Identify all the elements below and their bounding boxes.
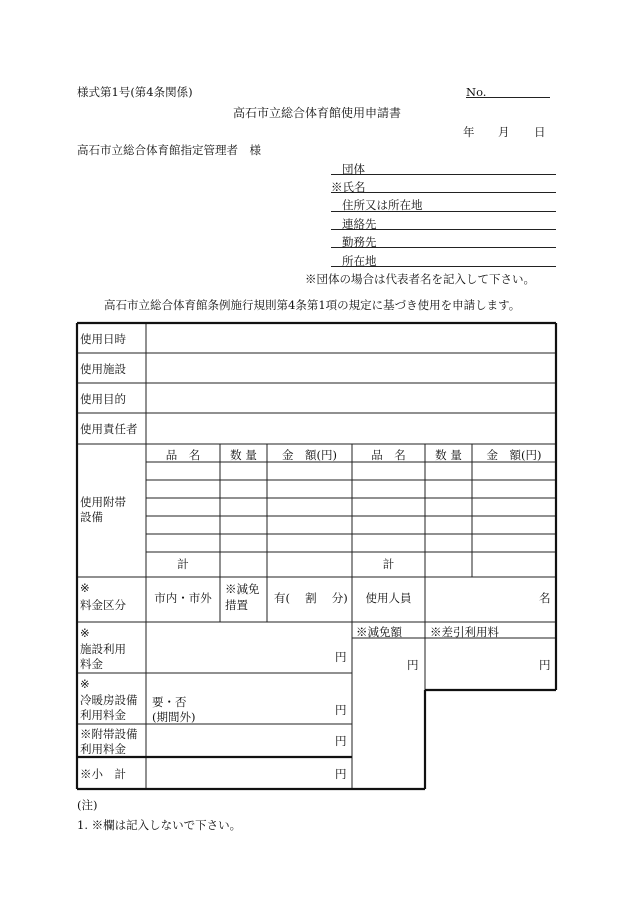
subtotal-label: ※小 計 — [80, 767, 126, 781]
usage-date-field[interactable] — [148, 325, 554, 352]
equipment-item-header-left: 品 名 — [165, 448, 201, 462]
equipment-label: 使用附帯 — [80, 495, 126, 509]
ac-fee-mark: ※ — [80, 677, 90, 691]
ac-fee-label-line2: 利用料金 — [80, 708, 126, 722]
net-fee-label: ※差引利用料 — [430, 625, 499, 639]
ac-fee-label: 冷暖房設備 — [80, 693, 138, 707]
note-item: 1. ※欄は記入しないで下さい。 — [77, 818, 242, 832]
usage-manager-field[interactable] — [148, 415, 554, 443]
serial-number-label: No. — [466, 85, 487, 99]
facility-fee-unit: 円 — [335, 650, 347, 664]
document-title: 高石市立総合体育館使用申請書 — [233, 106, 402, 120]
applicant-note: ※団体の場合は代表者名を記入して下さい。 — [305, 272, 535, 286]
applicant-address-label: 住所又は所在地 — [342, 198, 423, 212]
date-year: 年 — [463, 125, 475, 139]
notes-heading: (注) — [77, 798, 98, 812]
reduction-mark: ※減免 — [225, 582, 260, 596]
fee-class-label: 料金区分 — [80, 598, 126, 612]
applicant-workplace-label: 勤務先 — [342, 235, 377, 249]
equipment-fee-unit: 円 — [335, 734, 347, 748]
equipment-amount-header-left: 金 額(円) — [282, 448, 337, 462]
workplace-location-label: 所在地 — [342, 254, 377, 268]
date-month: 月 — [498, 125, 510, 139]
users-count-unit: 名 — [539, 591, 551, 605]
reduction-value[interactable]: 有( 割 分) — [274, 591, 348, 605]
facility-fee-label: 施設利用 — [80, 642, 126, 656]
equipment-amount-header-right: 金 額(円) — [486, 448, 542, 462]
application-statement: 高石市立総合体育館条例施行規則第4条第1項の規定に基づき使用を申請します。 — [104, 298, 521, 312]
facility-fee-mark: ※ — [80, 626, 90, 640]
equipment-label-line2: 設備 — [80, 510, 103, 524]
ac-required-option[interactable]: 要・否 — [152, 695, 187, 709]
equipment-qty-header-right: 数 量 — [435, 448, 462, 462]
applicant-contact-label: 連絡先 — [342, 217, 377, 231]
equipment-total-left: 計 — [177, 557, 189, 571]
ac-period-note: (期間外) — [152, 710, 196, 724]
reduced-amount-label: ※減免額 — [356, 625, 402, 639]
equipment-total-right: 計 — [382, 557, 395, 571]
equipment-fee-label-line2: 利用料金 — [80, 742, 126, 756]
reduction-label: 措置 — [225, 598, 248, 612]
form-number: 様式第1号(第4条関係) — [77, 85, 193, 99]
applicant-group-label: 団体 — [342, 162, 365, 176]
equipment-qty-header-left: 数 量 — [230, 448, 257, 462]
subtotal-unit: 円 — [335, 767, 347, 781]
fee-class-mark: ※ — [80, 581, 90, 595]
users-count-label: 使用人員 — [365, 591, 412, 605]
net-fee-unit: 円 — [539, 658, 551, 672]
applicant-name-label: ※氏名 — [331, 180, 366, 194]
reduced-amount-unit: 円 — [407, 658, 419, 672]
equipment-fee-label: ※附帯設備 — [80, 727, 138, 741]
usage-date-label: 使用日時 — [80, 332, 126, 346]
usage-facility-label: 使用施設 — [80, 362, 126, 376]
usage-manager-label: 使用責任者 — [80, 422, 138, 436]
usage-purpose-field[interactable] — [148, 385, 554, 412]
date-day: 日 — [534, 125, 546, 139]
facility-fee-label-line2: 料金 — [80, 657, 103, 671]
fee-class-value[interactable]: 市内・市外 — [154, 591, 212, 605]
usage-purpose-label: 使用目的 — [80, 392, 126, 406]
addressee: 高石市立総合体育館指定管理者 様 — [77, 143, 261, 157]
usage-facility-field[interactable] — [148, 355, 554, 382]
ac-fee-unit: 円 — [335, 703, 347, 717]
equipment-item-header-right: 品 名 — [371, 448, 406, 462]
